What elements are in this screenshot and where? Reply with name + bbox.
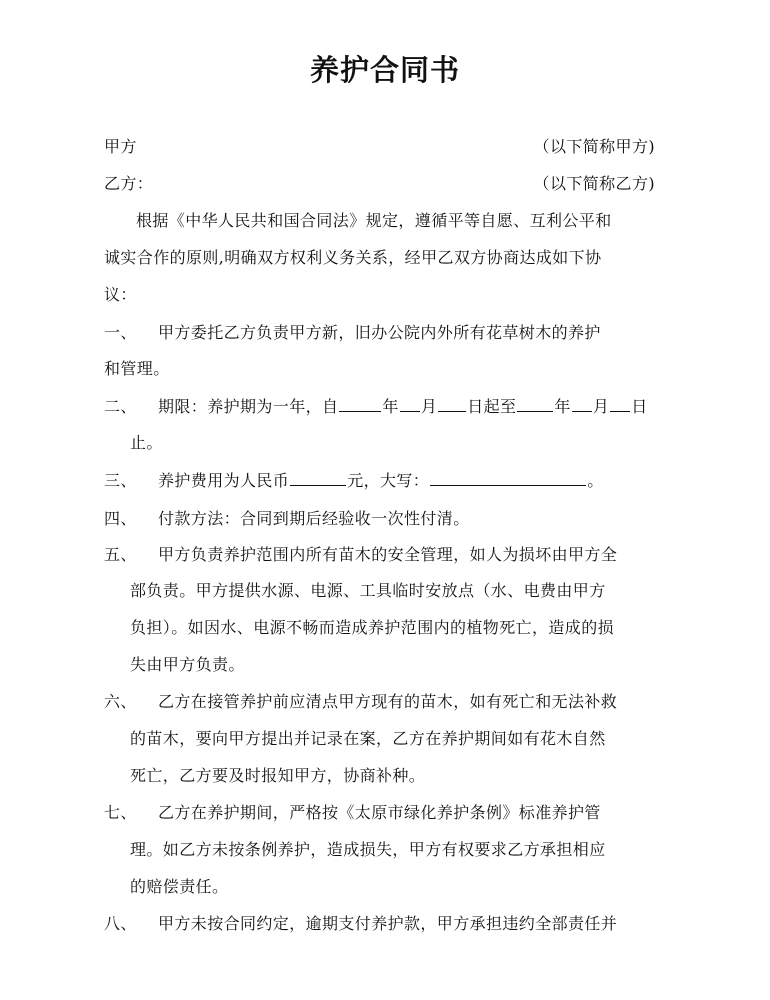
clause-text: 的赔偿责任。 — [130, 877, 229, 896]
clause-text: 部负责。甲方提供水源、电源、工具临时安放点（水、电费由甲方 — [130, 581, 606, 600]
clause-text: 失由甲方负责。 — [130, 655, 245, 674]
party-b-suffix: （以下简称乙方) — [533, 174, 655, 193]
clause-text: 甲方委托乙方负责甲方新，旧办公院内外所有花草树木的养护 — [158, 323, 601, 342]
clause-text: 付款方法：合同到期后经验收一次性付清。 — [158, 509, 470, 528]
year-label: 年 — [382, 397, 399, 416]
year-label: 年 — [554, 397, 571, 416]
day-label: 日 — [631, 397, 648, 416]
party-b-label: 乙方： — [104, 174, 154, 193]
start-month-blank[interactable] — [400, 396, 420, 412]
clause-number: 七、 — [104, 803, 137, 822]
clause-text: 甲方未按合同约定，逾期支付养护款，甲方承担违约全部责任并 — [158, 914, 618, 933]
preamble-line: 根据《中华人民共和国合同法》规定，遵循平等自愿、互利公平和 — [136, 211, 612, 230]
clause-text — [158, 394, 648, 417]
start-day-blank[interactable] — [438, 396, 466, 412]
clause-number: 一、 — [104, 323, 137, 342]
clause-text: 乙方在接管养护前应清点甲方现有的苗木，如有死亡和无法补救 — [158, 692, 618, 711]
fee-amount-blank[interactable] — [290, 470, 346, 486]
preamble-line: 议： — [104, 285, 137, 304]
end-month-blank[interactable] — [572, 396, 592, 412]
clause-number: 八、 — [104, 914, 137, 933]
clause-text: 止。 — [130, 433, 163, 452]
document-title: 养护合同书 — [309, 53, 460, 87]
fee-capital-blank[interactable] — [430, 470, 586, 486]
clause-text: 甲方负责养护范围内所有苗木的安全管理，如人为损坏由甲方全 — [158, 545, 618, 564]
clause-text: 负担）。如因水、电源不畅而造成养护范围内的植物死亡，造成的损 — [130, 618, 615, 637]
day-label: 日起至 — [467, 397, 517, 416]
clause-text: 理。如乙方未按条例养护，造成损失，甲方有权要求乙方承担相应 — [130, 840, 606, 859]
clause-number: 六、 — [104, 692, 137, 711]
fee-capital-label: 元，大写： — [347, 471, 430, 490]
period: 。 — [587, 471, 604, 490]
month-label: 月 — [592, 397, 610, 416]
term-text: 期限：养护期为一年，自 — [158, 397, 339, 416]
clause-text — [158, 468, 604, 491]
end-year-blank[interactable] — [517, 396, 553, 412]
month-label: 月 — [420, 397, 438, 416]
clause-text: 死亡，乙方要及时报知甲方，协商补种。 — [130, 766, 426, 785]
clause-text: 和管理。 — [104, 359, 170, 378]
clause-number: 五、 — [104, 545, 137, 564]
fee-text: 养护费用为人民币 — [158, 471, 290, 490]
start-year-blank[interactable] — [339, 396, 381, 412]
clause-number: 四、 — [104, 509, 137, 528]
party-a-label: 甲方 — [104, 137, 137, 156]
clause-text: 乙方在养护期间，严格按《太原市绿化养护条例》标准养护管 — [158, 803, 601, 822]
clause-text: 的苗木，要向甲方提出并记录在案，乙方在养护期间如有花木自然 — [130, 729, 606, 748]
party-a-suffix: （以下简称甲方) — [533, 137, 655, 156]
end-day-blank[interactable] — [610, 396, 630, 412]
preamble-line: 诚实合作的原则,明确双方权利义务关系，经甲乙双方协商达成如下协 — [104, 248, 602, 267]
clause-number: 二、 — [104, 397, 137, 416]
clause-number: 三、 — [104, 471, 137, 490]
